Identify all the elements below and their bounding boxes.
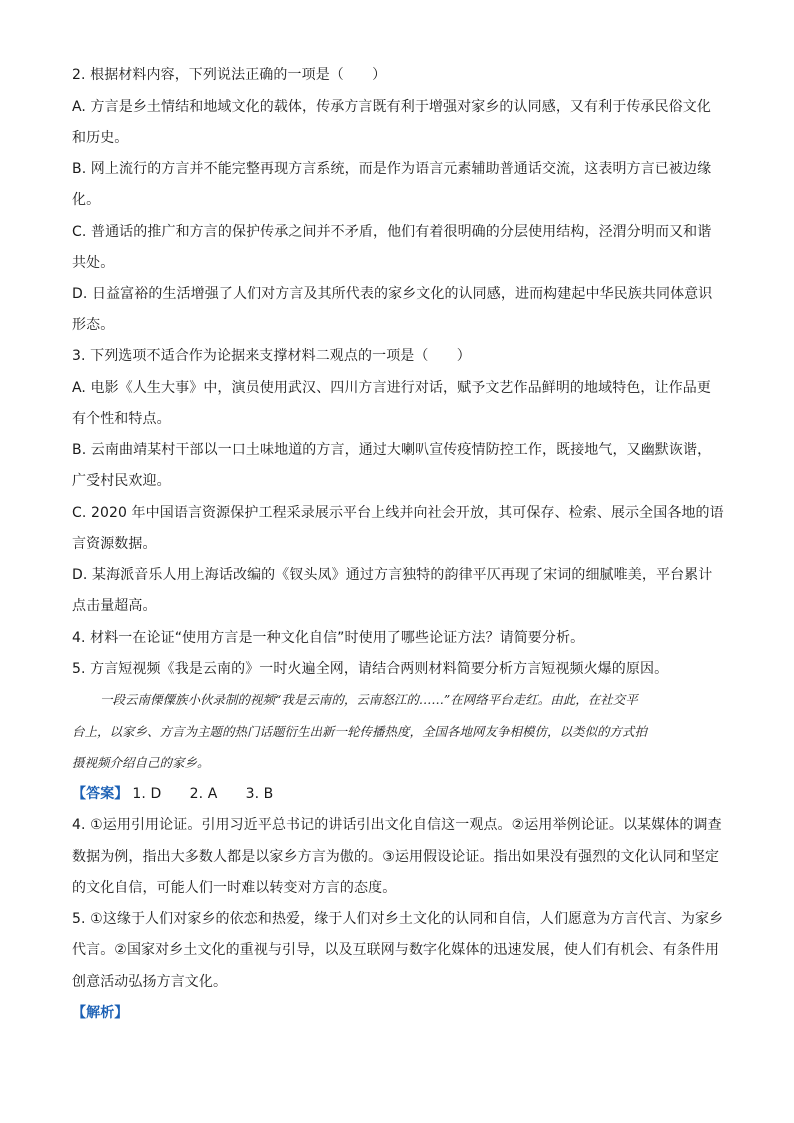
q5-quote-line2: 台上，以家乡、方言为主题的热门话题衍生出新一轮传播热度，全国各地网友争相模仿，以类似的方式拍 — [72, 724, 648, 739]
q3-option-c-line2: 言资源数据。 — [72, 536, 157, 552]
q2-option-d-line2: 形态。 — [72, 317, 115, 333]
q2-option-b-line2: 化。 — [72, 192, 101, 208]
q4-stem: 4. 材料一在论证“使用方言是一种文化自信”时使用了哪些论证方法？请简要分析。 — [72, 630, 585, 646]
answer-4-line2: 数据为例，指出大多数人都是以家乡方言为傲的。③运用假设论证。指出如果没有强烈的文化认同和坚定 — [72, 849, 720, 865]
q3-option-d-line1: D. 某海派音乐人用上海话改编的《钗头凤》通过方言独特的韵律平仄再现了宋词的细腻唯美，平台累计 — [72, 567, 713, 583]
q5-quote-line1: 一段云南傈僳族小伙录制的视频“我是云南的，云南怒江的……”在网络平台走红。由此，在社交平 — [100, 692, 638, 707]
q5-quote-line3: 摄视频介绍自己的家乡。 — [72, 755, 210, 770]
q3-option-b-line1: B. 云南曲靖某村干部以一口土味地道的方言，通过大喇叭宣传疫情防控工作，既接地气，又幽默诙谐， — [72, 442, 712, 458]
q2-option-c-line1: C. 普通话的推广和方言的保护传承之间并不矛盾，他们有着很明确的分层使用结构，泾渭分明而又和谐 — [72, 224, 712, 240]
q2-option-b-line1: B. 网上流行的方言并不能完整再现方言系统，而是作为语言元素辅助普通话交流，这表明方言已被边缘 — [72, 161, 712, 177]
q3-option-b-line2: 广受村民欢迎。 — [72, 473, 171, 489]
q3-option-d-line2: 点击量超高。 — [72, 598, 157, 614]
answer-short: 1. D 2. A 3. B — [132, 786, 274, 802]
q2-option-c-line2: 共处。 — [72, 255, 115, 271]
q3-option-c-line1: C. 2020 年中国语言资源保护工程采录展示平台上线并向社会开放，其可保存、检索、展示全国各地的语 — [72, 505, 724, 521]
answer-label: 【答案】 — [72, 786, 129, 802]
answer-4-line1: 4. ①运用引用论证。引用习近平总书记的讲话引出文化自信这一观点。②运用举例论证。以某媒体的调查 — [72, 817, 722, 833]
answer-row — [72, 784, 722, 804]
q2-stem: 2. 根据材料内容，下列说法正确的一项是（ ） — [72, 67, 387, 83]
q5-stem: 5. 方言短视频《我是云南的》一时火遍全网，请结合两则材料简要分析方言短视频火爆的原因。 — [72, 661, 669, 677]
answer-5-line2: 代言。②国家对乡土文化的重视与引导，以及互联网与数字化媒体的迅速发展，使人们有机会、有条件用 — [72, 942, 720, 958]
q2-option-a-line2: 和历史。 — [72, 130, 129, 146]
q3-option-a-line2: 有个性和特点。 — [72, 411, 171, 427]
q3-option-a-line1: A. 电影《人生大事》中，演员使用武汉、四川方言进行对话，赋予文艺作品鲜明的地域特色，让作品更 — [72, 380, 711, 396]
q2-option-a-line1: A. 方言是乡土情结和地域文化的载体，传承方言既有利于增强对家乡的认同感，又有利于传承民俗文化 — [72, 99, 711, 115]
answer-5-line3: 创意活动弘扬方言文化。 — [72, 974, 228, 990]
q2-option-d-line1: D. 日益富裕的生活增强了人们对方言及其所代表的家乡文化的认同感，进而构建起中华民族共同体意识 — [72, 286, 713, 302]
answer-5-line1: 5. ①这缘于人们对家乡的依恋和热爱，缘于人们对乡土文化的认同和自信，人们愿意为方言代言、为家乡 — [72, 911, 724, 927]
q3-stem: 3. 下列选项不适合作为论据来支撑材料二观点的一项是（ ） — [72, 348, 471, 364]
answer-4-line3: 的文化自信，可能人们一时难以转变对方言的态度。 — [72, 880, 397, 896]
analysis-label: 【解析】 — [72, 1005, 129, 1021]
